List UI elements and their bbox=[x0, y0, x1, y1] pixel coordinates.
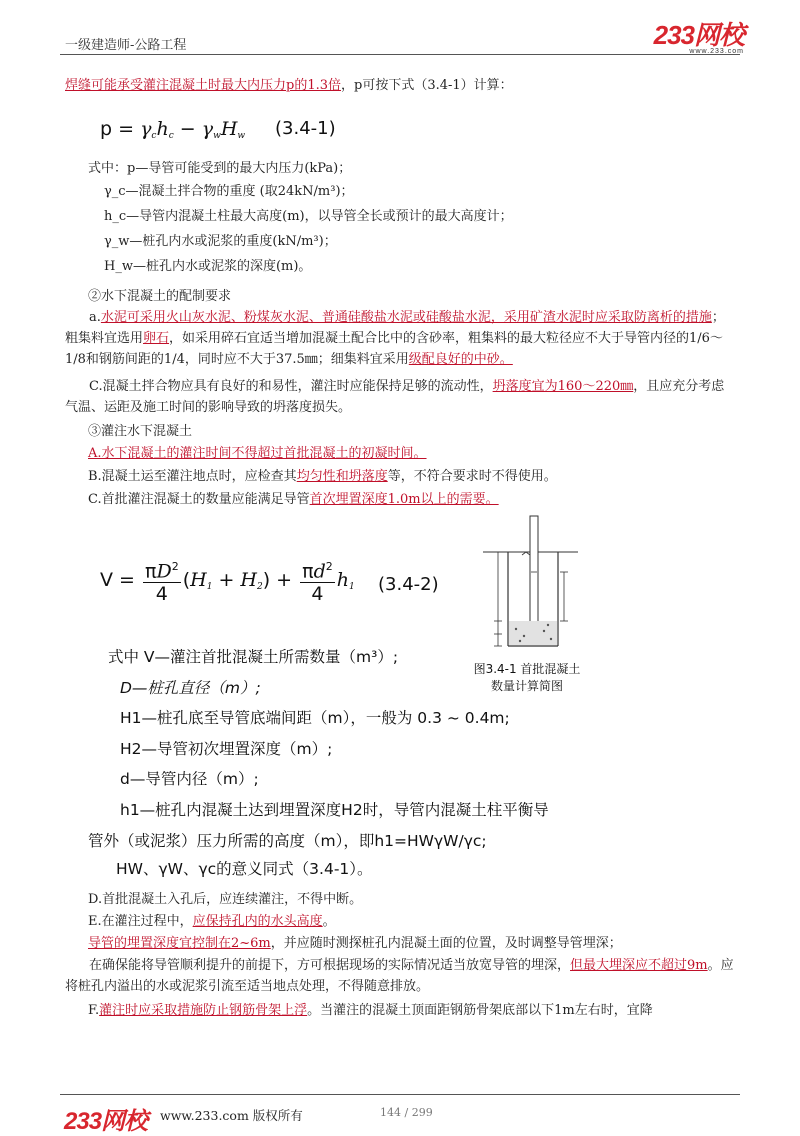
def2-line: d—导管内径（m）; bbox=[120, 770, 259, 788]
def1-line: γ_c—混凝土拌合物的重度 (取24kN/m³)； bbox=[104, 184, 354, 199]
brand-logo bbox=[654, 22, 744, 55]
section-3-c: C.首批灌注混凝土的数量应能满足导管首次埋置深度1.0m以上的需要。 bbox=[88, 492, 499, 507]
def1-line: h_c—导管内混凝土柱最大高度(m)，以导管全长或预计的最大高度计； bbox=[104, 209, 513, 224]
def1-line: H_w—桩孔内水或泥浆的深度(m)。 bbox=[104, 259, 312, 274]
footer-rule bbox=[60, 1094, 740, 1095]
formula-3-4-1-label: (3.4-1) bbox=[275, 118, 336, 139]
page-number: 144 / 299 bbox=[380, 1106, 433, 1119]
def2-line: 式中 V—灌注首批混凝土所需数量（m³）; bbox=[108, 648, 399, 666]
tail-f: F.灌注时应采取措施防止钢筋骨架上浮。当灌注的混凝土顶面距钢筋骨架底部以下1m左右时，宜降 bbox=[88, 1003, 653, 1018]
formula-3-4-2: V = $\frac{\pi D^2}{4}$ $(H_1 + H_2)$ + $\frac{\pi d^2}{4}$ $h_1$ bbox=[100, 556, 355, 605]
formula-3-4-2-label: (3.4-2) bbox=[378, 574, 439, 595]
section-2-title: ②水下混凝土的配制要求 bbox=[88, 289, 232, 304]
def2-line: HW、γW、γc的意义同式（3.4-1）。 bbox=[116, 860, 373, 878]
section-2-a: a.水泥可采用火山灰水泥、粉煤灰水泥、普通硅酸盐水泥或硅酸盐水泥，采用矿渣水泥时应采取防离析的措施；粗集料宜选用卵石，如采用碎石宜适当增加混凝土配合比中的含砂率，粗集料的最大粒径应不大于导管内径的1/6～1/8和钢筋间距的1/4，同时应不大于37.5㎜；细集料宜采用级配良好的中砂。 bbox=[65, 310, 725, 367]
logo-text: 233网校 bbox=[653, 20, 744, 50]
footer-logo: 233网校 bbox=[64, 1108, 148, 1135]
tail-e: E.在灌注过程中，应保持孔内的水头高度。 bbox=[88, 914, 336, 929]
section-2-c: C.混凝土拌合物应具有良好的和易性，灌注时应能保持足够的流动性，坍落度宜为160～220㎜，且应充分考虑气温、运距及施工时间的影响导致的坍落度损失。 bbox=[65, 379, 725, 415]
def2-line: h1—桩孔内混凝土达到埋置深度H2时，导管内混凝土柱平衡导 bbox=[120, 801, 549, 819]
header-title: 一级建造师-公路工程 bbox=[65, 38, 187, 53]
figure-caption: 图3.4-1 首批混凝土 数量计算简图 bbox=[473, 662, 581, 693]
def2-line: H2—导管初次埋置深度（m）; bbox=[120, 740, 333, 758]
tail-d: D.首批混凝土入孔后，应连续灌注，不得中断。 bbox=[88, 892, 363, 907]
logo-url: www.233.com bbox=[689, 48, 744, 55]
formula-3-4-1: $p = \gamma_ch_c - \gamma_wH_w$ bbox=[100, 118, 246, 141]
tail-pull: 在确保能将导管顺利提升的前提下，方可根据现场的实际情况适当放宽导管的埋深，但最大埋深应不超过9m。应将桩孔内溢出的水或泥浆引流至适当地点处理，不得随意排放。 bbox=[65, 958, 734, 994]
def2-line: D—桩孔直径（m）; bbox=[120, 679, 261, 697]
intro-highlight: 焊缝可能承受灌注混凝土时最大内压力p的1.3倍 bbox=[65, 78, 341, 93]
def2-line: H1—桩孔底至导管底端间距（m），一般为 0.3 ~ 0.4m; bbox=[120, 709, 510, 727]
section-3-b: B.混凝土运至灌注地点时，应检查其均匀性和坍落度等，不符合要求时不得使用。 bbox=[88, 469, 557, 484]
header-rule bbox=[60, 54, 740, 55]
def2-line: 管外（或泥浆）压力所需的高度（m），即h1=HWγW/γc; bbox=[88, 832, 487, 850]
intro-rest: ，p可按下式（3.4-1）计算： bbox=[341, 78, 513, 93]
def1-line: γ_w—桩孔内水或泥浆的重度(kN/m³)； bbox=[104, 234, 337, 249]
section-3-a: A.水下混凝土的灌注时间不得超过首批混凝土的初凝时间。 bbox=[88, 446, 427, 461]
tail-depth: 导管的埋置深度宜控制在2~6m，并应随时测探桩孔内混凝土面的位置，及时调整导管埋深； bbox=[88, 936, 622, 951]
pile-diagram bbox=[478, 514, 588, 659]
section-3-title: ③灌注水下混凝土 bbox=[88, 424, 193, 439]
def1-line: 式中：p—导管可能受到的最大内压力(kPa)； bbox=[88, 161, 352, 176]
footer-copyright: www.233.com 版权所有 bbox=[160, 1108, 303, 1123]
intro-paragraph bbox=[65, 75, 717, 96]
